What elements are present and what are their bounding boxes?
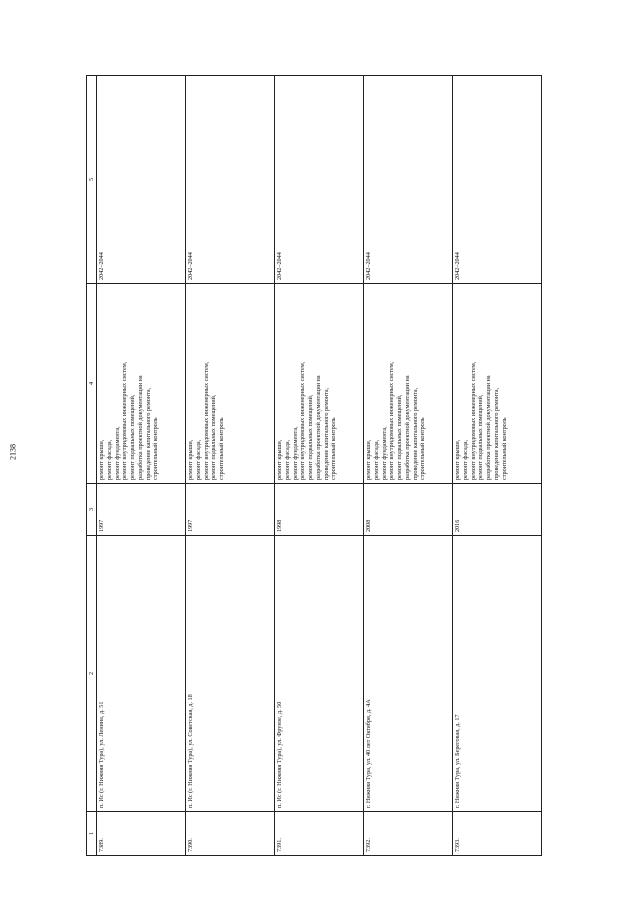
table-row [186, 76, 275, 856]
work-item: строительный контроль [419, 417, 427, 480]
works-cell [364, 284, 453, 484]
work-item: строительный контроль [218, 417, 225, 480]
work-item: проведение капитального ремонта, [144, 387, 152, 480]
work-item: ремонт фасада, [372, 439, 380, 480]
works-cell [453, 284, 542, 484]
row-number-cell: 7391. [275, 812, 364, 856]
work-item: ремонт внутридомовых инженерных систем, [388, 361, 396, 480]
period-cell: 2042–2044 [453, 76, 542, 284]
work-item: ремонт фасада, [283, 439, 291, 480]
work-item: ремонт внутридомовых инженерных систем, [299, 361, 307, 480]
work-item: ремонт подвальных помещений, [210, 394, 218, 480]
header-row [87, 76, 97, 856]
table-row [453, 76, 542, 856]
year-cell: 1998 [275, 484, 364, 536]
column-header: 1 [87, 812, 97, 856]
work-item: ремонт подвальных помещений, [129, 394, 136, 480]
works-cell [97, 284, 186, 484]
work-item: разработка проектной документации на [485, 375, 492, 480]
work-item: строительный контроль [500, 417, 508, 480]
column-header: 2 [87, 536, 97, 812]
work-item: ремонт крыши, [98, 439, 105, 480]
works-cell [275, 284, 364, 484]
row-number-cell: 7392. [364, 812, 453, 856]
work-item: проведение капитального ремонта, [322, 387, 330, 480]
work-item: ремонт подвальных помещений, [396, 394, 403, 480]
address-cell: г. Нижняя Тура, ул. 40 лет Октября, д. 4А [364, 536, 453, 812]
work-item: ремонт подвальных помещений, [307, 394, 314, 480]
table-row [364, 76, 453, 856]
work-item: ремонт крыши, [276, 439, 283, 480]
year-cell: 2016 [453, 484, 542, 536]
row-number-cell: 7393. [453, 812, 542, 856]
address-cell: п. Ис (г. Нижняя Тура), ул. Ленина, д. 51 [97, 536, 186, 812]
period-cell: 2042–2044 [97, 76, 186, 284]
period-cell: 2042–2044 [364, 76, 453, 284]
work-item: ремонт фасада, [461, 439, 469, 480]
column-header: 3 [87, 484, 97, 536]
column-header: 5 [87, 76, 97, 284]
page-number: 2138 [8, 444, 18, 460]
works-cell [186, 284, 275, 484]
work-item: ремонт внутридомовых инженерных систем, [469, 361, 477, 480]
work-item: разработка проектной документации на [403, 375, 411, 480]
address-cell: п. Ис (г. Нижняя Тура), ул. Советская, д. 18 [186, 536, 275, 812]
address-cell: п. Ис (г. Нижняя Тура), ул. Фрунзе, д. 50 [275, 536, 364, 812]
work-item: ремонт крыши, [187, 439, 194, 480]
table-row [275, 76, 364, 856]
work-item: ремонт внутридомовых инженерных систем, [121, 361, 129, 480]
year-cell: 2008 [364, 484, 453, 536]
registry-sheet [86, 76, 538, 856]
address-cell: г. Нижняя Тура, ул. Береговая, д. 17 [453, 536, 542, 812]
work-item: ремонт фасада, [194, 439, 202, 480]
row-number-cell: 7390. [186, 812, 275, 856]
work-item: разработка проектной документации на [136, 375, 144, 480]
registry-table [86, 75, 542, 856]
period-cell: 2042–2044 [186, 76, 275, 284]
work-item: ремонт подвальных помещений, [477, 394, 485, 480]
work-item: ремонт крыши, [454, 439, 461, 480]
column-header: 4 [87, 284, 97, 484]
period-cell: 2042–2044 [275, 76, 364, 284]
row-number-cell: 7389. [97, 812, 186, 856]
work-item: разработка проектной документации на [314, 375, 322, 480]
year-cell: 1997 [186, 484, 275, 536]
work-item: ремонт внутридомовых инженерных систем, [202, 361, 210, 480]
work-item: ремонт крыши, [365, 439, 372, 480]
work-item: проведение капитального ремонта, [411, 387, 419, 480]
year-cell: 1997 [97, 484, 186, 536]
work-item: строительный контроль [330, 417, 338, 480]
work-item: ремонт фундамента, [380, 426, 388, 480]
work-item: ремонт фундамента, [113, 426, 121, 480]
work-item: ремонт фасада, [105, 439, 113, 480]
work-item: проведение капитального ремонта, [492, 387, 500, 480]
table-row [97, 76, 186, 856]
work-item: ремонт фундамента, [291, 426, 299, 480]
work-item: строительный контроль [152, 417, 160, 480]
